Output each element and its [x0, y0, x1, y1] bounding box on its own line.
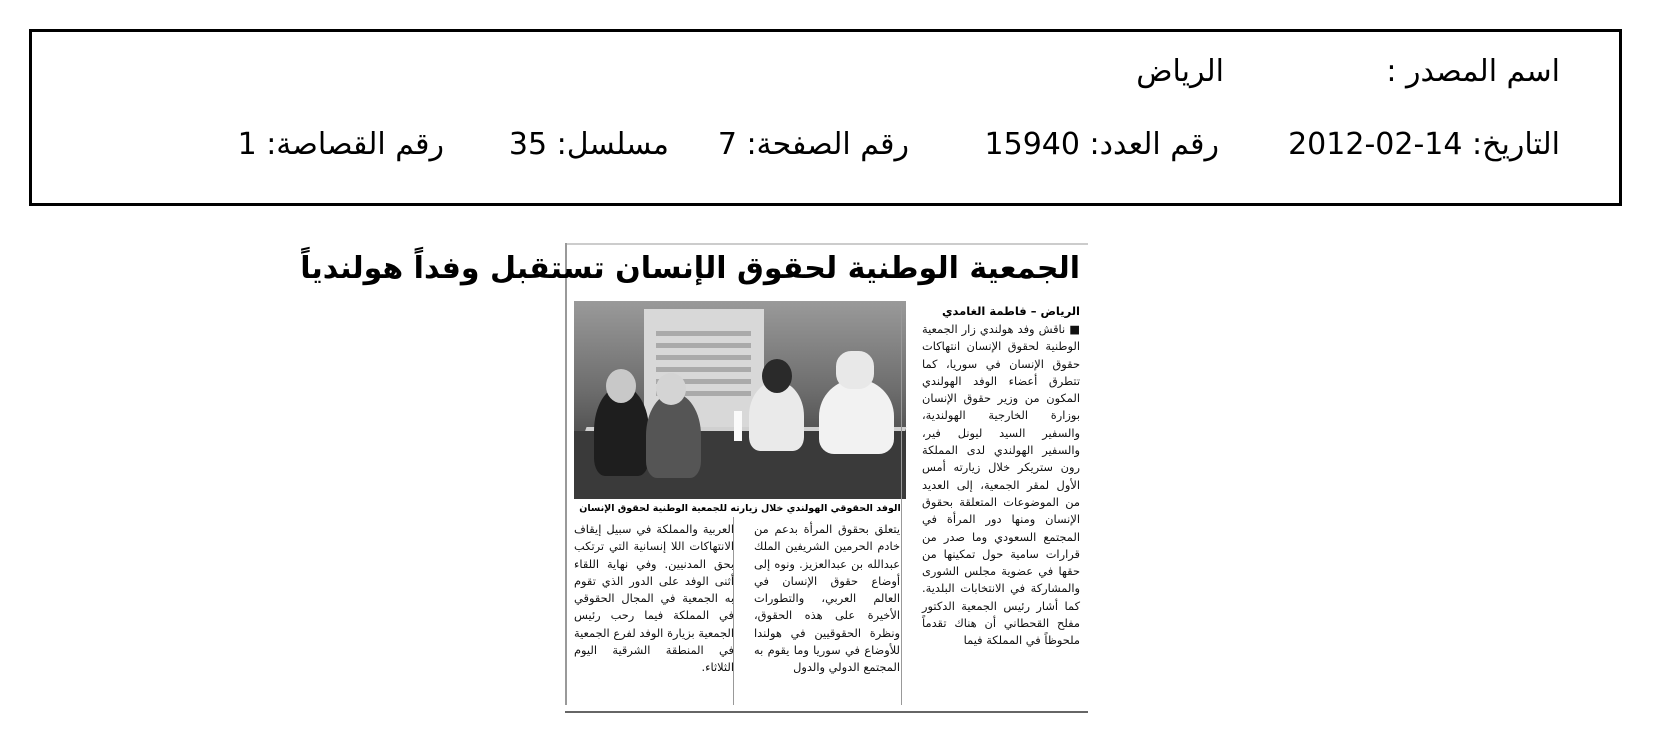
article-photo	[574, 301, 906, 499]
photo-person-head	[606, 369, 636, 403]
clipping-left-edge	[565, 243, 567, 705]
issue-number-field: رقم العدد: 15940	[984, 127, 1219, 162]
date-field: التاريخ: 14-02-2012	[1288, 127, 1560, 162]
article-column-2: يتعلق بحقوق المرأة بدعم من خادم الحرمين الشريفين الملك عبدالله بن عبدالعزيز. ونوه إلى أوضاع حقوق الإنسان في العالم العربي، والتطورات الأخيرة على هذه الحقوق، ونظرة الحقوقيين في هولندا للأوضاع في سوريا وما يقوم به المجتمع الدولي والدول	[754, 522, 900, 675]
page-number-field: رقم الصفحة: 7	[717, 127, 909, 162]
photo-person-body	[646, 393, 701, 478]
clipping-bottom-edge	[565, 711, 1088, 713]
photo-person-body	[819, 379, 894, 454]
clip-number-field: رقم القصاصة: 1	[237, 127, 444, 162]
photo-person-head	[836, 351, 874, 389]
article-byline: الرياض – فاطمة الغامدي	[941, 304, 1080, 318]
serial-number-field: مسلسل: 35	[508, 127, 669, 162]
photo-person-head	[656, 373, 686, 405]
photo-flag	[734, 411, 742, 441]
source-label: اسم المصدر :	[1386, 54, 1560, 89]
clipping-metadata-box	[29, 29, 1622, 206]
article-column-3: العربية والمملكة في سبيل إيقاف الانتهاكات اللا إنسانية التي ترتكب بحق المدنيين. وفي نهاية اللقاء أثنى الوفد على الدور الذي تقوم به الجمعية في المجال الحقوقي في المملكة فيما رحب رئيس الجمعية بزيارة الوفد لفرع الجمعية في المنطقة الشرقية اليوم الثلاثاء.	[574, 522, 734, 675]
article-column-1: ■ ناقش وفد هولندي زار الجمعية الوطنية لحقوق الإنسان انتهاكات حقوق الإنسان في سوريا، كما تتطرق أعضاء الوفد الهولندي المكون من وزير حقوق الإنسان بوزارة الخارجية الهولندية، والسفير السيد ليونل فير، والسفير الهولندي لدى المملكة رون ستريكر خلال زيارته أمس الأول لمقر الجمعية، إلى العديد من الموضوعات المتعلقة بحقوق الإنسان ومنها دور المرأة في المجتمع السعودي وما صدر من قرارات سامية حول تمكينها من حقها في عضوية مجلس الشورى والمشاركة في الانتخابات البلدية. كما أشار رئيس الجمعية الدكتور مفلح القحطاني أن هناك تقدماً ملحوظاً في المملكة فيما	[922, 322, 1080, 648]
newspaper-clipping	[300, 243, 1088, 713]
clipping-top-edge	[565, 243, 1088, 245]
source-value: الرياض	[1136, 54, 1224, 89]
article-headline: الجمعية الوطنية لحقوق الإنسان تستقبل وفداً هولندياً	[300, 251, 1080, 286]
column-divider	[901, 301, 902, 705]
photo-banner-text	[656, 331, 751, 336]
photo-person-head	[762, 359, 792, 393]
photo-caption: الوفد الحقوقي الهولندي خلال زيارته للجمعية الوطنية لحقوق الإنسان	[579, 503, 901, 514]
